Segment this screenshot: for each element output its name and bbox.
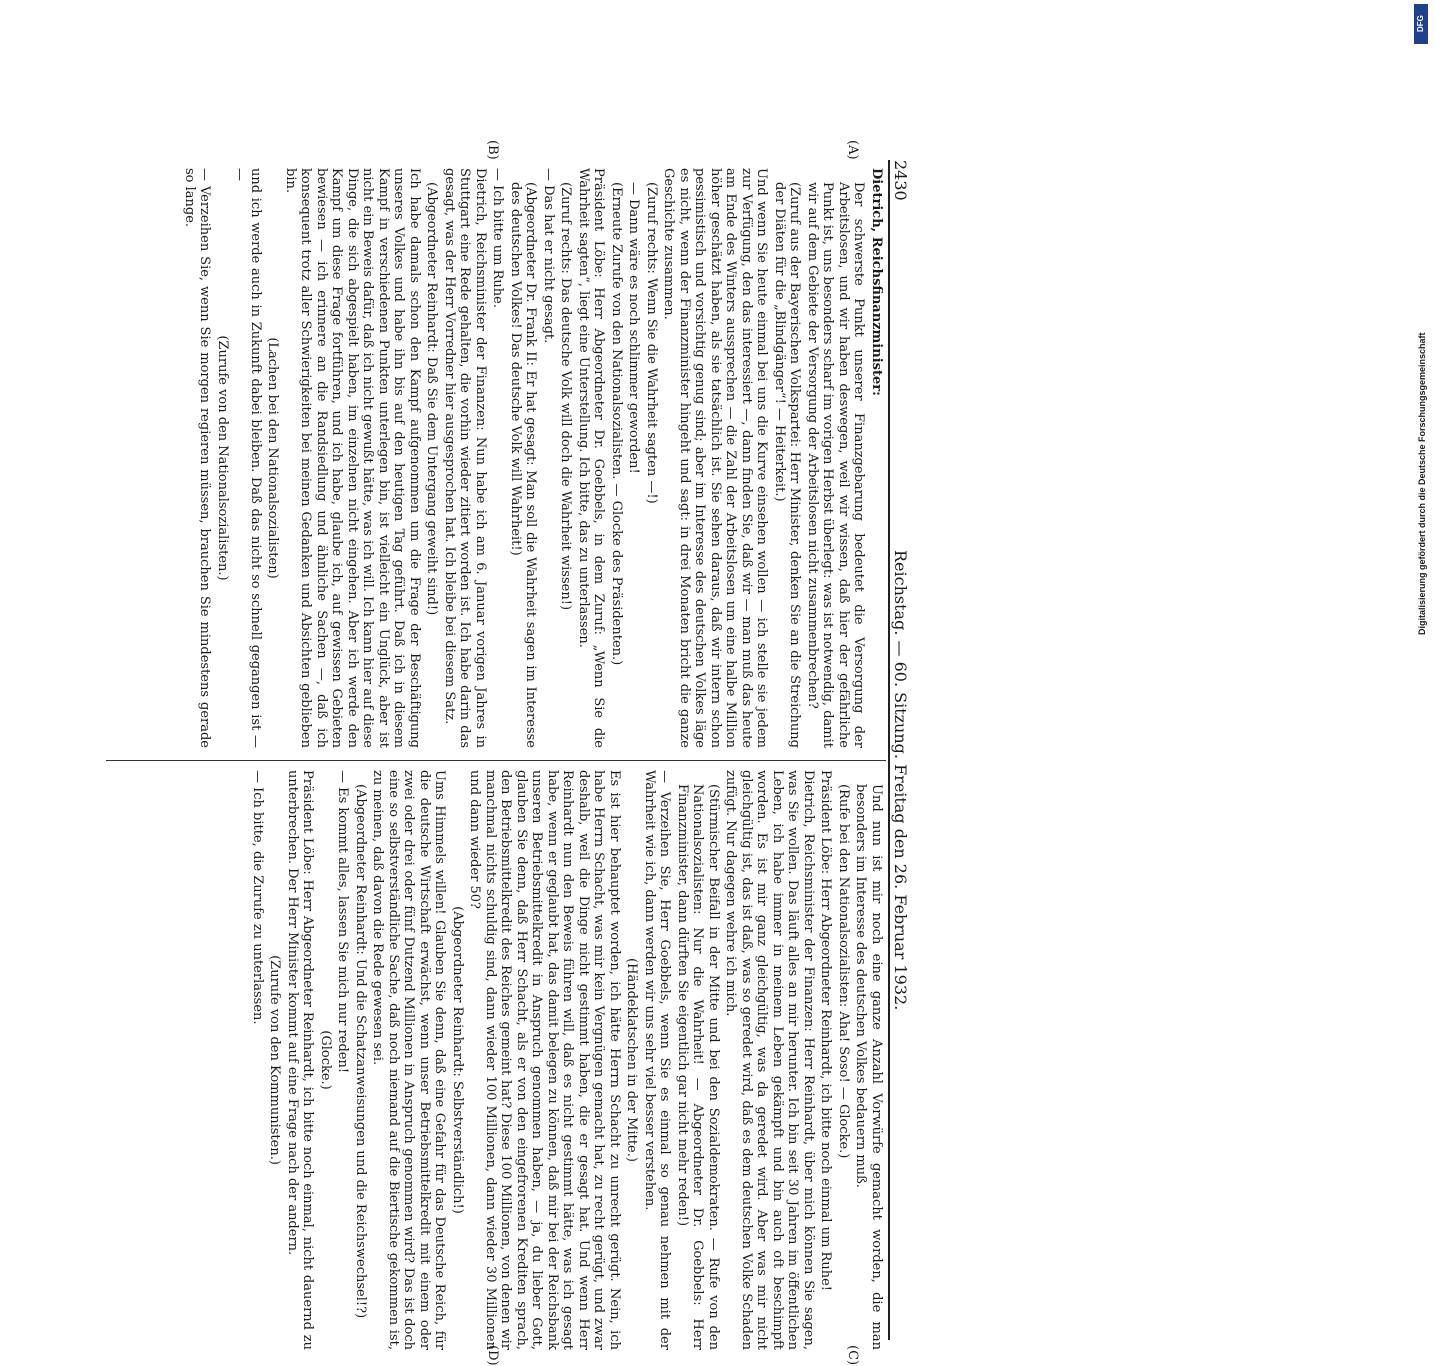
left-column [180,168,885,748]
paragraph: — Ich bitte um Ruhe. [490,168,506,308]
page-number: 2430 [891,160,910,201]
interjection: (Abgeordneter Dr. Frank II: Er hat gesagt: Man soll die Wahrheit sagen im Interesse des deutschen Volkes! Das deutsche Volk will Wahrheit!) [508,182,539,748]
page-header [890,160,910,1340]
column-divider [106,760,886,761]
paragraph: Und wenn Sie heute einmal bei uns die Kurve einsehen wollen — ich stelle sie jedem zur Verfügung, den das interessiert —, dann finden Sie, daß wir — man muß das heute am Ende des Winters aussprechen — die Zahl der Arbeitslosen um eine halbe Million höher geschätzt haben, als sie tatsächlich ist. Sie sehen daraus, daß wir intern schon pessimistisch und vorsichtig genug sind; aber im Interesse des deutschen Volkes läge es nicht, wenn der Finanzminister hingeht und sagt: in drei Monaten bricht die ganze Geschichte zusammen. [661,168,770,748]
paragraph: — Dann wäre es noch schlimmer geworden! [626,182,642,474]
paragraph: Ums Himmels willen! Glauben Sie denn, daß eine Gefahr für das Deutsche Reich, für die deutsche Wirtschaft erwächst, wenn unser Betriebsmittelkredit mit einem oder zwei oder drei oder fünf Dutzend Millionen in Anspruch genommen wird? Das ist doch eine so selbstverständliche Sache, daß noch niemand auf die Biertische gekommen ist, zu meinen, daß davon die Rede gewesen sei. [370,770,448,1350]
digitization-credit: Digitalisierung gefördert durch die Deutsche Forschungsgemeinschaft [1417,332,1427,635]
paragraph: Ich habe damals schon den Kampf aufgenommen um die Frage der Beschäftigung unseres Volkes und habe ihn bis auf den heutigen Tag geführt. Daß ich in diesem Kampf in verschiedenen Punkten unterlegen bin, ist vielleicht ein Unglück, aber ist nicht ein Beweis dafür, daß ich nicht gewußt hätte, was ich will. Ich kann hier auf diese Dinge, die sich abgespielt haben, im einzelnen nicht eingehen. Aber ich werde den Kampf um diese Frage fortführen, und ich habe, glaube ich, auf gewissen Gebieten bewiesen — ich erinnere an die Randsiedlung und ähnliche Sachen —, daß ich konsequent trotz aller Schwierigkeiten bei meinen Gedanken und Absichten geblieben bin. [283,168,422,748]
interjection: (Zuruf rechts: Wenn Sie die Wahrheit sagten —!) [644,182,659,504]
interjection: (Abgeordneter Reinhardt: Und die Schatzanweisungen und die Reichswechsel!?) [353,784,368,1319]
paragraph: Präsident Löbe: Herr Abgeordneter Reinhardt, ich bitte noch einmal um Ruhe! [818,770,834,1291]
digitization-sidebar [1412,0,1434,1000]
paragraph: — Verzeihen Sie, Herr Goebbels, wenn Sie es einmal so genau nehmen mit der Wahrheit wie ich, dann werden wir uns sehr viel besser verstehen. [642,770,673,1350]
speaker-line: Dietrich, Reichsfinanzminister: [869,168,884,396]
interjection: (Zurufe von den Kommunisten.) [267,955,283,1165]
page-title: Reichstag. — 60. Sitzung. Freitag den 26. Februar 1932. [891,550,910,1011]
paragraph: Es ist hier behauptet worden, ich hätte Herrn Schacht zu unrecht gerügt. Nein, ich habe Herrn Schacht, was mir kein Vergnügen gemacht hat, zu recht gerügt, und zwar deshalb, weil die Dinge nicht gestimmt haben, die er gesagt hat. Und wenn Herr Reinhardt nun den Beweis führen will, daß es nicht gestimmt hätte, was ich gesagt habe, wenn er geglaubt hat, das damit belegen zu können, daß mir bei der Reichsbank unseren Betriebsmittelkredit in Anspruch genommen haben, — ja, du lieber Gott, glauben Sie denn, daß Herr Schacht, als er von den eingefrorenen Krediten sprach, den Betriebsmittelkredit des Reiches gemeint hat? Diese 100 Millionen, von denen wir manchmal nichts schuldig sind, dann wieder 100 Millionen, dann wieder 30 Millionen und dann wieder 50? [467,770,622,1350]
interjection: (Rufe bei den Nationalsozialisten: Aha! Soso! — Glocke.) [836,784,851,1159]
paragraph: und ich werde auch in Zukunft dabei bleiben. Daß das nicht so schnell gegangen ist — — [232,168,263,748]
margin-mark-a: (A) [845,140,860,160]
interjection: (Erneute Zurufe von den Nationalsozialisten. — Glocke des Präsidenten.) [609,182,624,666]
paragraph: Präsident Löbe: Herr Abgeordneter Reinhardt, ich bitte noch einmal, nicht dauernd zu unterbrechen. Der Herr Minister kommt auf eine Frage nach der andern. [285,770,316,1350]
paragraph: — Es kommt alles, lassen Sie mich nur reden! [335,770,351,1074]
interjection: (Lachen bei den Nationalsozialisten) [265,337,281,579]
interjection: (Stürmischer Beifall in der Mitte und bei den Sozialdemokraten. — Rufe von den Nationalsozialisten: Nur die Wahrheit! — Abgeordneter Dr. Goebbels: Herr Finanzminister, dann dürften Sie eigentlich gar nicht mehr reden!) [675,784,721,1350]
header-rule [888,160,890,1340]
right-column [248,770,885,1350]
paragraph: Dietrich, Reichsminister der Finanzen: Nun habe ich am 6. Januar vorigen Jahres in Stuttgart eine Rede gehalten, die vorhin wieder zitiert worden ist. Ich habe darin das gesagt, was der Herr Vorredner hier ausgesprochen hat. Ich bleibe bei diesem Satz. [442,168,488,748]
interjection: (Glocke.) [318,1030,333,1090]
interjection: (Zuruf aus der Bayerischen Volkspartei: Herr Minister, denken Sie an die Streichung der Diäten für die „Blindgänger“! — Heiterkeit.) [772,182,803,748]
margin-mark-b: (B) [485,140,500,160]
rotated-page [0,120,920,1366]
paragraph: — Verzeihen Sie, wenn Sie morgen regieren müssen, brauchen Sie mindestens gerade so lange. [182,168,213,748]
dfg-logo: DFG [1414,4,1428,44]
paragraph: — Ich bitte, die Zurufe zu unterlassen. [250,770,265,1025]
margin-mark-c: (C) [845,1345,860,1366]
interjection: (Abgeordneter Reinhardt: Daß Sie dem Untergang geweiht sind!) [424,182,440,616]
interjection: (Abgeordneter Reinhardt: Selbstverständlich!) [450,906,465,1214]
interjection: (Zurufe von den Nationalsozialisten.) [215,335,230,581]
paragraph: Präsident Löbe: Herr Abgeordneter Dr. Goebbels, in dem Zuruf: „Wenn Sie die Wahrheit sagten“, liegt eine Unterstellung. Ich bitte, das zu unterlassen. [576,168,607,748]
paragraph: Der schwerste Punkt unserer Finanzgebarung bedeutet die Versorgung der Arbeitslosen, und wir haben deswegen, weil wir wissen, daß hier der gefährliche Punkt ist, uns besonders scharf im vorigen Herbst überlegt: was ist notwendig, damit wir auf dem Gebiete der Versorgung der Arbeitslosen nicht zusammenbrechen? [805,182,867,748]
interjection: (Zuruf rechts: Das deutsche Volk will doch die Wahrheit wissen!) [558,182,574,611]
margin-mark-d: (D) [485,1345,500,1366]
paragraph: Dietrich, Reichsminister der Finanzen: Herr Reinhardt, über mich können Sie sagen, was Sie wollen. Das läuft alles an mir herunter. Ich bin seit 30 Jahren im öffentlichen Leben, ich habe immer in meinem Leben gekämpft und bin auch oft beschimpft worden. Es ist mir ganz gleichgültig, was da geredet wird. Aber was mir nicht gleichgültig ist, das ist daß, was so geredet wird, daß es dem deutschen Volke Schaden zufügt. Nur dagegen wehre ich mich. [723,770,816,1350]
paragraph: Und nun ist mir noch eine ganze Anzahl Vorwürfe gemacht worden, die man besonders im Interesse des deutschen Volkes bedauern muß. [853,784,884,1350]
paragraph: — Das hat er nicht gesagt. [541,168,556,344]
interjection: (Händeklatschen in der Mitte.) [624,958,640,1162]
